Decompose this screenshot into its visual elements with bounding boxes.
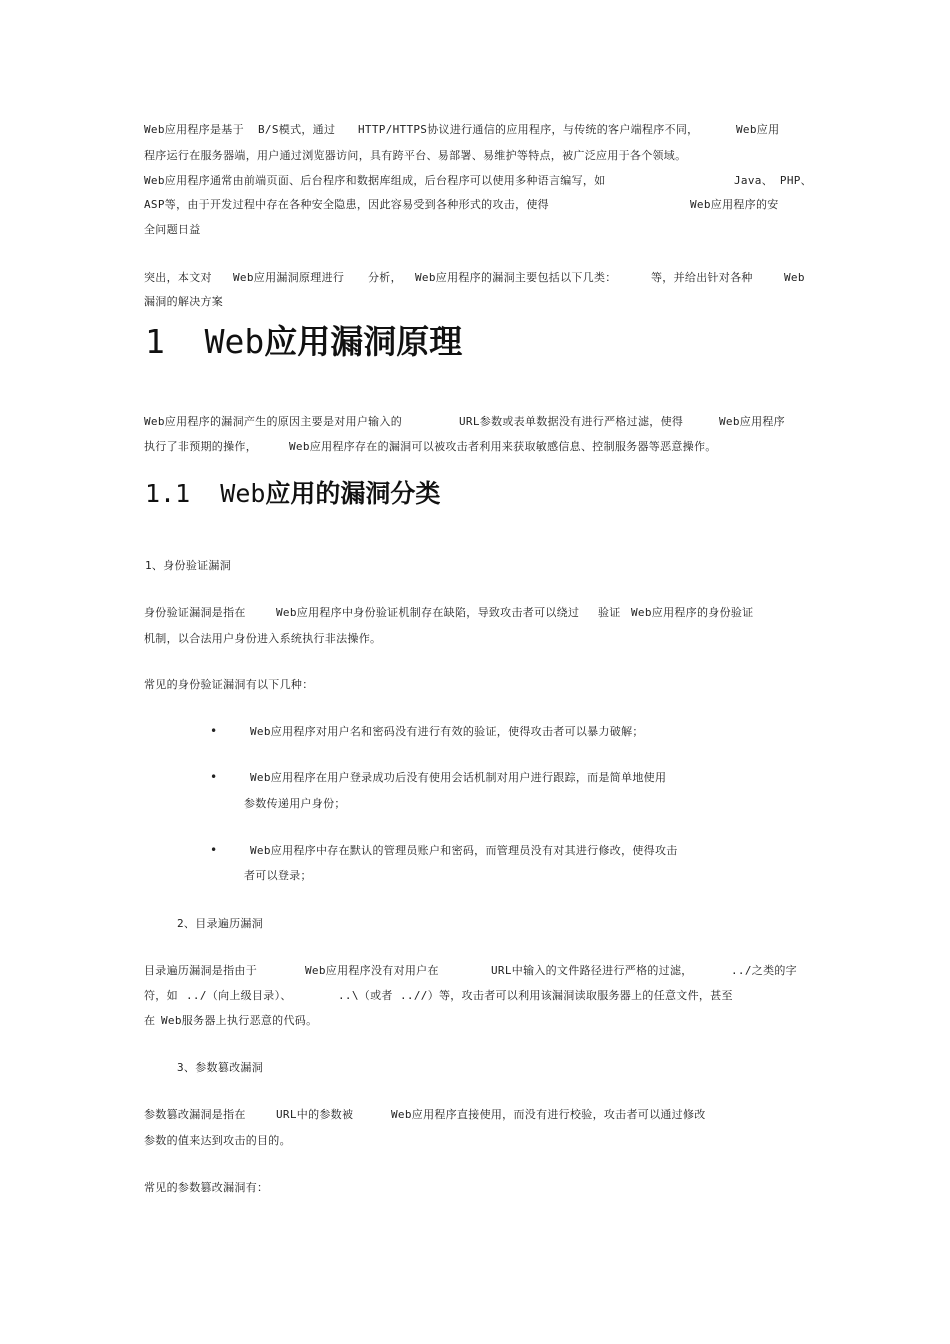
intro-text: ASP等，由于开发过程中存在各种安全隐患，因此容易受到各种形式的攻击，使得 bbox=[144, 198, 549, 211]
intro-text: Web应用程序的漏洞主要包括以下几类： bbox=[415, 271, 617, 284]
intro-text: 全问题日益 bbox=[144, 223, 201, 236]
item-text: ..//）等，攻击者可以利用该漏洞读取服务器上的任意文件，甚至 bbox=[400, 989, 733, 1002]
item-text: ..\（或者 bbox=[338, 989, 393, 1002]
intro-text: Web bbox=[784, 271, 805, 284]
item-text: URL中输入的文件路径进行严格的过滤， bbox=[491, 964, 693, 977]
heading-1 bbox=[145, 322, 462, 362]
bullet-text: Web应用程序对用户名和密码没有进行有效的验证，使得攻击者可以暴力破解； bbox=[250, 725, 644, 738]
item-text: 常见的身份验证漏洞有以下几种： bbox=[144, 678, 314, 691]
item-text: 目录遍历漏洞是指由于 bbox=[144, 964, 257, 977]
item-title: 1、身份验证漏洞 bbox=[145, 559, 232, 572]
bullet-dot: • bbox=[210, 843, 218, 857]
bullet-text: 参数传递用户身份； bbox=[244, 797, 346, 810]
item-text: Web应用程序没有对用户在 bbox=[305, 964, 439, 977]
heading-2-title: 应用的漏洞分类 bbox=[265, 479, 441, 508]
item-text: ../之类的字 bbox=[731, 964, 797, 977]
intro-text: Web应用 bbox=[736, 123, 780, 136]
intro-text: Web应用程序通常由前端页面、后台程序和数据库组成，后台程序可以使用多种语言编写，如 bbox=[144, 174, 606, 187]
item-text: 符，如 bbox=[144, 989, 178, 1002]
bullet-text: Web应用程序中存在默认的管理员账户和密码，而管理员没有对其进行修改，使得攻击 bbox=[250, 844, 678, 857]
item-text: ../（向上级目录）、 bbox=[186, 989, 292, 1002]
section-text: Web应用程序 bbox=[719, 415, 785, 428]
item-title: 3、参数篡改漏洞 bbox=[177, 1061, 264, 1074]
section-text: Web应用程序存在的漏洞可以被攻击者利用来获取敏感信息、控制服务器等恶意操作。 bbox=[289, 440, 717, 453]
intro-text: 漏洞的解决方案 bbox=[144, 295, 224, 308]
bullet-dot: • bbox=[210, 724, 218, 738]
item-text: 身份验证漏洞是指在 bbox=[144, 606, 246, 619]
intro-text: 分析， bbox=[368, 271, 402, 284]
intro-text: Web应用程序的安 bbox=[690, 198, 779, 211]
item-text: 常见的参数篡改漏洞有： bbox=[144, 1181, 269, 1194]
item-text: 机制，以合法用户身份进入系统执行非法操作。 bbox=[144, 632, 382, 645]
bullet-text: 者可以登录； bbox=[244, 869, 312, 882]
heading-2-latin: Web bbox=[220, 479, 266, 508]
bullet-dot: • bbox=[210, 770, 218, 784]
item-text: Web应用程序的身份验证 bbox=[631, 606, 754, 619]
intro-text: 突出，本文对 bbox=[144, 271, 212, 284]
intro-text: Web应用程序是基于 bbox=[144, 123, 244, 136]
section-text: Web应用程序的漏洞产生的原因主要是对用户输入的 bbox=[144, 415, 403, 428]
heading-1-number: 1 bbox=[145, 322, 165, 361]
item-text: Web应用程序直接使用，而没有进行校验，攻击者可以通过修改 bbox=[391, 1108, 706, 1121]
heading-2-number: 1.1 bbox=[145, 479, 191, 508]
item-text: Web应用程序中身份验证机制存在缺陷，导致攻击者可以绕过 bbox=[276, 606, 580, 619]
item-text: Web服务器上执行恶意的代码。 bbox=[161, 1014, 318, 1027]
heading-1-title: 应用漏洞原理 bbox=[264, 322, 463, 361]
item-text: 参数篡改漏洞是指在 bbox=[144, 1108, 246, 1121]
intro-text: Web应用漏洞原理进行 bbox=[233, 271, 345, 284]
item-title: 2、目录遍历漏洞 bbox=[177, 917, 264, 930]
intro-text: 等，并给出针对各种 bbox=[651, 271, 753, 284]
item-text: URL中的参数被 bbox=[276, 1108, 354, 1121]
intro-text: B/S模式，通过 bbox=[258, 123, 336, 136]
item-text: 参数的值来达到攻击的目的。 bbox=[144, 1134, 291, 1147]
bullet-text: Web应用程序在用户登录成功后没有使用会话机制对用户进行跟踪，而是简单地使用 bbox=[250, 771, 667, 784]
item-text: 在 bbox=[144, 1014, 156, 1027]
intro-text: Java、 PHP、 bbox=[734, 174, 812, 187]
intro-text: 程序运行在服务器端，用户通过浏览器访问，具有跨平台、易部署、易维护等特点，被广泛应用于各个领域。 bbox=[144, 149, 687, 162]
item-text: 验证 bbox=[598, 606, 621, 619]
section-text: 执行了非预期的操作， bbox=[144, 440, 257, 453]
heading-2 bbox=[145, 478, 440, 510]
section-text: URL参数或表单数据没有进行严格过滤，使得 bbox=[459, 415, 684, 428]
intro-text: HTTP/HTTPS协议进行通信的应用程序，与传统的客户端程序不同， bbox=[358, 123, 699, 136]
heading-1-latin: Web bbox=[204, 322, 265, 361]
